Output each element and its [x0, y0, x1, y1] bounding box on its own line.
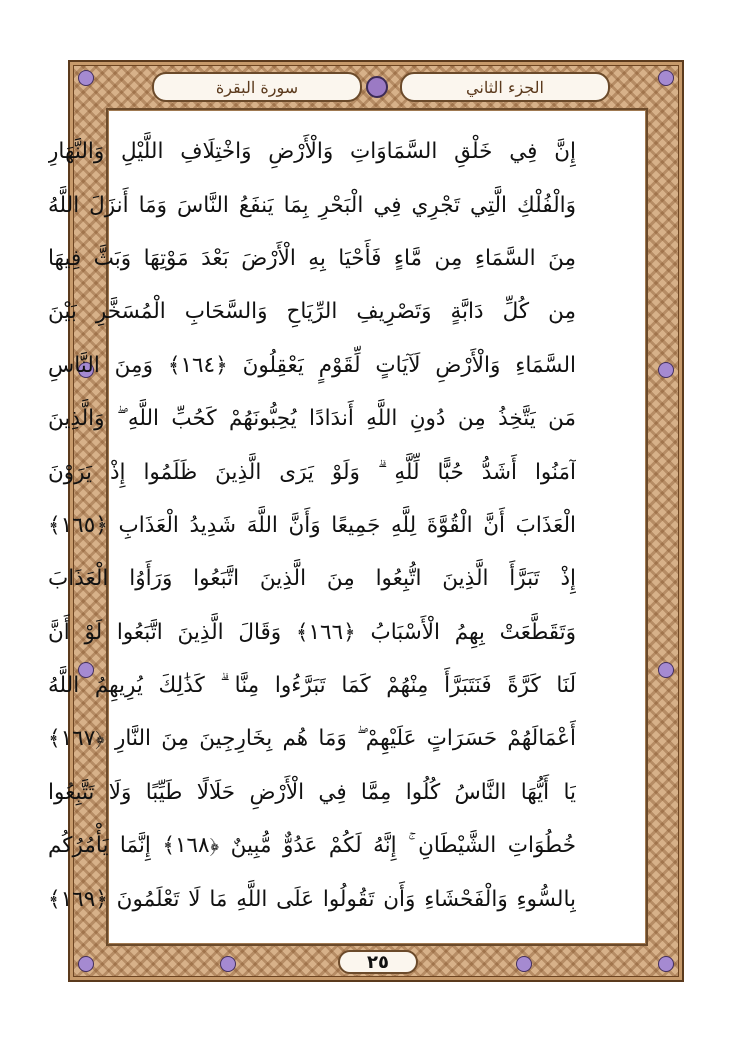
verse-line: آمَنُوا أَشَدُّ حُبًّا لِّلَّهِ ۗ وَلَوْ يَرَى الَّذِينَ ظَلَمُوا إِذْ يَرَوْنَ	[48, 459, 576, 485]
corner-flower-icon	[78, 956, 94, 972]
surah-name-header	[152, 72, 362, 102]
verse-line: مِن كُلِّ دَابَّةٍ وَتَصْرِيفِ الرِّيَاحِ وَالسَّحَابِ الْمُسَخَّرِ بَيْنَ	[48, 299, 576, 325]
border-flower-icon	[220, 956, 236, 972]
juz-name: الجزء الثاني	[466, 77, 544, 97]
verse-line: يَا أَيُّهَا النَّاسُ كُلُوا مِمَّا فِي الْأَرْضِ حَلَالًا طَيِّبًا وَلَا تَتَّبِعُوا	[48, 779, 576, 805]
verse-line: خُطُوَاتِ الشَّيْطَانِ ۚ إِنَّهُ لَكُمْ عَدُوٌّ مُّبِينٌ ﴿١٦٨﴾ إِنَّمَا يَأْمُرُكُم	[48, 833, 576, 859]
verse-line: وَالْفُلْكِ الَّتِي تَجْرِي فِي الْبَحْرِ بِمَا يَنفَعُ النَّاسَ وَمَا أَنزَلَ اللَّهُ	[48, 192, 576, 218]
verse-line: لَنَا كَرَّةً فَنَتَبَرَّأَ مِنْهُمْ كَمَا تَبَرَّءُوا مِنَّا ۗ كَذَٰلِكَ يُرِيهِمُ اللَّهُ	[48, 673, 576, 699]
verse-line: مَن يَتَّخِذُ مِن دُونِ اللَّهِ أَندَادًا يُحِبُّونَهُمْ كَحُبِّ اللَّهِ ۖ وَالَّذِينَ	[48, 406, 576, 432]
juz-header	[400, 72, 610, 102]
verse-line: أَعْمَالَهُمْ حَسَرَاتٍ عَلَيْهِمْ ۖ وَمَا هُم بِخَارِجِينَ مِنَ النَّارِ ﴿١٦٧﴾	[48, 726, 576, 752]
corner-flower-icon	[78, 70, 94, 86]
verse-line: السَّمَاءِ وَالْأَرْضِ لَآيَاتٍ لِّقَوْمٍ يَعْقِلُونَ ﴿١٦٤﴾ وَمِنَ النَّاسِ	[48, 352, 576, 378]
border-flower-icon	[658, 362, 674, 378]
verse-line: إِذْ تَبَرَّأَ الَّذِينَ اتُّبِعُوا مِنَ الَّذِينَ اتَّبَعُوا وَرَأَوُا الْعَذَابَ	[48, 566, 576, 592]
surah-name: سورة البقرة	[215, 77, 299, 97]
border-flower-icon	[516, 956, 532, 972]
verse-lines	[48, 125, 576, 926]
verse-line: إِنَّ فِي خَلْقِ السَّمَاوَاتِ وَالْأَرْضِ وَاخْتِلَافِ اللَّيْلِ وَالنَّهَارِ	[48, 139, 576, 165]
corner-flower-icon	[658, 70, 674, 86]
page-number-box	[338, 950, 418, 974]
border-flower-icon	[658, 662, 674, 678]
verse-line: مِنَ السَّمَاءِ مِن مَّاءٍ فَأَحْيَا بِهِ الْأَرْضَ بَعْدَ مَوْتِهَا وَبَثَّ فِيهَا	[48, 245, 576, 271]
page-number: ٢٥	[367, 951, 389, 973]
verse-line: الْعَذَابَ أَنَّ الْقُوَّةَ لِلَّهِ جَمِيعًا وَأَنَّ اللَّهَ شَدِيدُ الْعَذَابِ ﴿١٦٥﴾	[48, 512, 576, 538]
corner-flower-icon	[658, 956, 674, 972]
center-flower-icon	[366, 76, 388, 98]
verse-line: بِالسُّوءِ وَالْفَحْشَاءِ وَأَن تَقُولُوا عَلَى اللَّهِ مَا لَا تَعْلَمُونَ ﴿١٦٩﴾	[48, 886, 576, 912]
verse-line: وَتَقَطَّعَتْ بِهِمُ الْأَسْبَابُ ﴿١٦٦﴾ وَقَالَ الَّذِينَ اتَّبَعُوا لَوْ أَنَّ	[48, 619, 576, 645]
